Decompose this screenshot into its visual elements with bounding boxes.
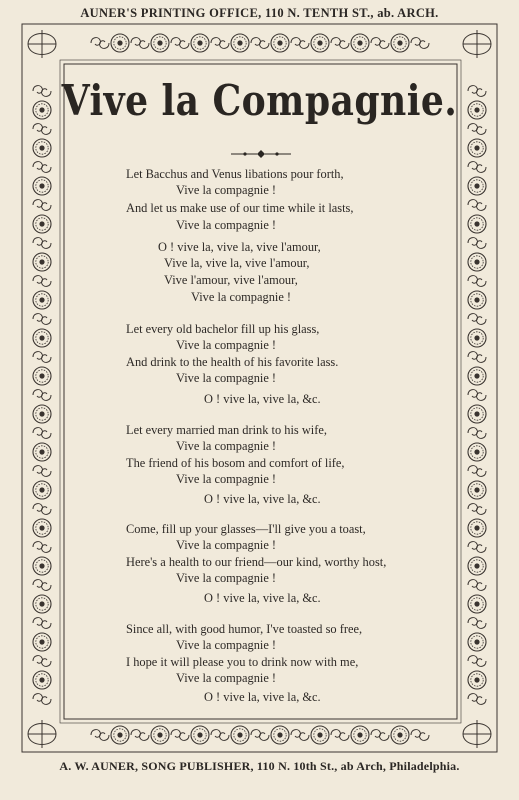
- border-scroll: [468, 466, 486, 477]
- border-scroll: [33, 656, 51, 667]
- border-scroll: [33, 390, 51, 401]
- border-scroll: [371, 38, 389, 49]
- border-scroll: [171, 38, 189, 49]
- border-rosette: [468, 633, 486, 651]
- chorus-line: Vive l'amour, vive l'amour,: [164, 273, 298, 287]
- refrain-line: Vive la compagnie !: [176, 472, 277, 486]
- border-rosette: [468, 405, 486, 423]
- border-scroll: [251, 38, 269, 49]
- border-scroll: [131, 38, 149, 49]
- border-scroll: [411, 730, 429, 741]
- refrain-line: Vive la compagnie !: [176, 538, 277, 552]
- border-rosette: [271, 726, 289, 744]
- lyric-line: Since all, with good humor, I've toasted so free,: [126, 622, 363, 636]
- border-scroll: [33, 276, 51, 287]
- chorus-abbrev: O ! vive la, vive la, &c.: [204, 690, 321, 704]
- border-rosette: [468, 595, 486, 613]
- border-scroll: [251, 730, 269, 741]
- border-rosette: [311, 726, 329, 744]
- border-rosette: [33, 633, 51, 651]
- border-scroll: [468, 580, 486, 591]
- border-rosette: [33, 253, 51, 271]
- lyric-line: And drink to the health of his favorite lass.: [126, 355, 339, 369]
- lyric-line: Come, fill up your glasses—I'll give you a toast,: [126, 522, 366, 536]
- chorus-line: O ! vive la, vive la, vive l'amour,: [158, 240, 321, 254]
- border-scroll: [33, 694, 51, 705]
- refrain-line: Vive la compagnie !: [176, 338, 277, 352]
- chorus-abbrev: O ! vive la, vive la, &c.: [204, 591, 321, 605]
- refrain-line: Vive la compagnie !: [176, 671, 277, 685]
- border-rosette: [111, 34, 129, 52]
- corner-flourish: [463, 30, 491, 58]
- border-scroll: [33, 504, 51, 515]
- border-scroll: [331, 730, 349, 741]
- border-rosette: [151, 726, 169, 744]
- border-rosette: [391, 726, 409, 744]
- border-rosette: [468, 367, 486, 385]
- border-scroll: [468, 352, 486, 363]
- border-rosette: [468, 481, 486, 499]
- border-rosette: [468, 329, 486, 347]
- border-rosette: [231, 34, 249, 52]
- border-rosette: [33, 215, 51, 233]
- border-rosette: [33, 291, 51, 309]
- border-scroll: [211, 38, 229, 49]
- border-scroll: [468, 238, 486, 249]
- border-rosette: [468, 253, 486, 271]
- corner-flourish: [28, 30, 56, 58]
- border-rosette: [151, 34, 169, 52]
- border-scroll: [91, 38, 109, 49]
- border-rosette: [33, 367, 51, 385]
- corner-flourish: [463, 720, 491, 748]
- border-rosette: [231, 726, 249, 744]
- border-rosette: [468, 177, 486, 195]
- border-scroll: [33, 542, 51, 553]
- border-rosette: [468, 519, 486, 537]
- border-rosette: [351, 726, 369, 744]
- border-scroll: [468, 314, 486, 325]
- border-scroll: [468, 162, 486, 173]
- publisher-footer: A. W. AUNER, SONG PUBLISHER, 110 N. 10th St., ab Arch, Philadelphia.: [59, 759, 460, 773]
- border-rosette: [191, 34, 209, 52]
- border-rosette: [468, 139, 486, 157]
- border-scroll: [468, 200, 486, 211]
- refrain-line: Vive la compagnie !: [176, 439, 277, 453]
- border-scroll: [468, 694, 486, 705]
- border-rosette: [468, 215, 486, 233]
- border-rosette: [271, 34, 289, 52]
- border-rosette: [351, 34, 369, 52]
- border-scroll: [33, 580, 51, 591]
- border-rosette: [33, 557, 51, 575]
- refrain-line: Vive la compagnie !: [176, 571, 277, 585]
- border-scroll: [468, 504, 486, 515]
- printer-header: AUNER'S PRINTING OFFICE, 110 N. TENTH ST., ab. ARCH.: [80, 6, 439, 20]
- border-scroll: [33, 618, 51, 629]
- border-scroll: [291, 38, 309, 49]
- border-scroll: [331, 38, 349, 49]
- border-rosette: [33, 519, 51, 537]
- refrain-line: Vive la compagnie !: [176, 218, 277, 232]
- border-rosette: [33, 595, 51, 613]
- border-rosette: [191, 726, 209, 744]
- border-rosette: [468, 557, 486, 575]
- border-rosette: [33, 671, 51, 689]
- border-rosette: [33, 177, 51, 195]
- border-scroll: [468, 124, 486, 135]
- song-title: Vive la Compagnie.: [61, 76, 458, 125]
- border-scroll: [468, 428, 486, 439]
- border-rosette: [468, 671, 486, 689]
- border-scroll: [33, 352, 51, 363]
- border-scroll: [33, 124, 51, 135]
- border-rosette: [468, 291, 486, 309]
- corner-flourish: [28, 720, 56, 748]
- refrain-line: Vive la compagnie !: [176, 183, 277, 197]
- lyric-line: The friend of his bosom and comfort of life,: [126, 456, 345, 470]
- border-scroll: [33, 428, 51, 439]
- border-scroll: [33, 238, 51, 249]
- border-scroll: [468, 656, 486, 667]
- border-scroll: [33, 200, 51, 211]
- border-scroll: [33, 162, 51, 173]
- lyric-line: Let Bacchus and Venus libations pour forth,: [126, 167, 344, 181]
- lyric-line: And let us make use of our time while it lasts,: [126, 201, 354, 215]
- border-rosette: [111, 726, 129, 744]
- lyric-line: I hope it will please you to drink now with me,: [126, 655, 359, 669]
- title-flourish: [229, 149, 293, 159]
- chorus-line: Vive la, vive la, vive l'amour,: [164, 256, 310, 270]
- refrain-line: Vive la compagnie !: [176, 638, 277, 652]
- border-rosette: [33, 481, 51, 499]
- border-scroll: [211, 730, 229, 741]
- lyric-line: Let every old bachelor fill up his glass,: [126, 322, 320, 336]
- border-scroll: [33, 466, 51, 477]
- border-scroll: [468, 618, 486, 629]
- border-scroll: [171, 730, 189, 741]
- border-rosette: [468, 443, 486, 461]
- lyric-line: Here's a health to our friend—our kind, worthy host,: [126, 555, 387, 569]
- border-scroll: [411, 38, 429, 49]
- border-scroll: [468, 390, 486, 401]
- border-rosette: [33, 329, 51, 347]
- border-scroll: [91, 730, 109, 741]
- border-scroll: [291, 730, 309, 741]
- chorus-abbrev: O ! vive la, vive la, &c.: [204, 392, 321, 406]
- border-scroll: [33, 314, 51, 325]
- border-scroll: [131, 730, 149, 741]
- refrain-line: Vive la compagnie !: [191, 290, 292, 304]
- lyric-line: Let every married man drink to his wife,: [126, 423, 327, 437]
- chorus-abbrev: O ! vive la, vive la, &c.: [204, 492, 321, 506]
- border-rosette: [391, 34, 409, 52]
- border-scroll: [468, 542, 486, 553]
- border-scroll: [371, 730, 389, 741]
- border-rosette: [33, 139, 51, 157]
- border-rosette: [311, 34, 329, 52]
- border-rosette: [33, 443, 51, 461]
- border-rosette: [33, 405, 51, 423]
- border-scroll: [468, 276, 486, 287]
- refrain-line: Vive la compagnie !: [176, 371, 277, 385]
